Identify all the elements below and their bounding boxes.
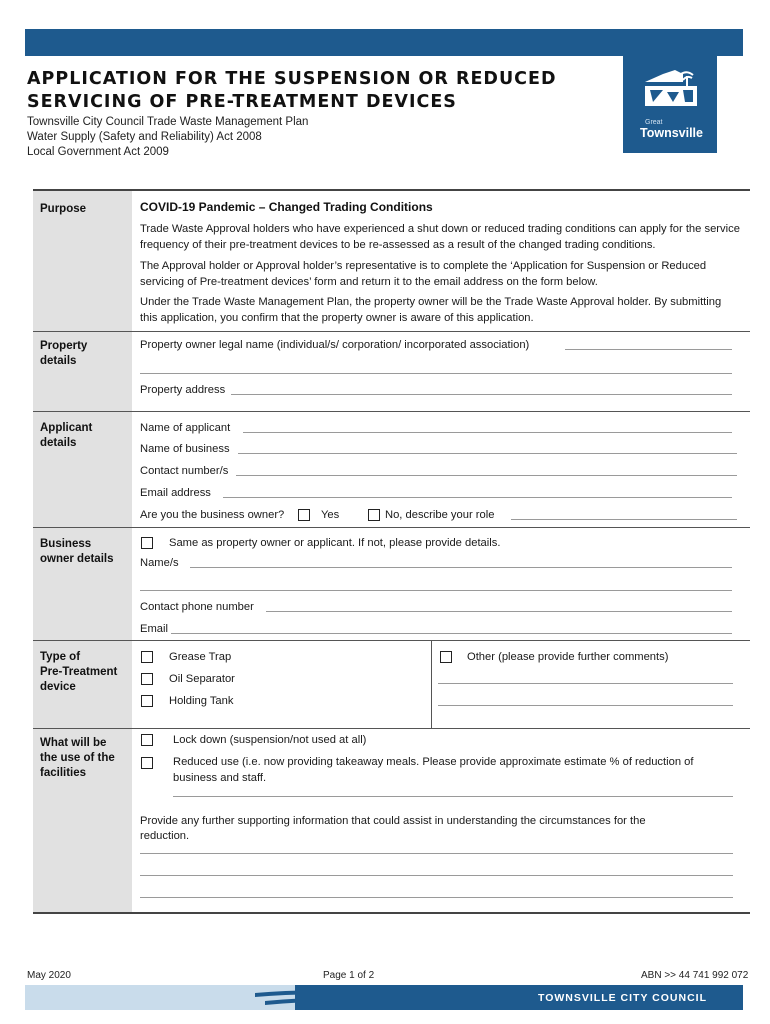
other-device-field-2[interactable] — [438, 705, 733, 706]
footer-page: Page 1 of 2 — [323, 970, 375, 981]
business-name-label: Name of business — [140, 443, 230, 455]
legislation-2: Water Supply (Safety and Reliability) Act 2008 — [27, 131, 262, 143]
lockdown-label: Lock down (suspension/not used at all) — [173, 734, 367, 746]
oil-separator-checkbox[interactable] — [141, 673, 153, 685]
device-type-label: Type of Pre-Treatment device — [40, 651, 118, 693]
title-line-1: APPLICATION FOR THE SUSPENSION OR REDUCED — [27, 69, 557, 89]
header-band — [25, 29, 743, 56]
role-field[interactable] — [511, 519, 737, 520]
owner-name-label: Property owner legal name (individual/s/ corporation/ incorporated association) — [140, 339, 530, 351]
contact-number-label: Contact number/s — [140, 465, 229, 477]
contact-number-field[interactable] — [236, 475, 737, 476]
holding-tank-label: Holding Tank — [169, 695, 234, 707]
device-column-divider — [431, 640, 432, 728]
other-device-checkbox[interactable] — [440, 651, 452, 663]
grease-trap-checkbox[interactable] — [141, 651, 153, 663]
reduced-use-checkbox[interactable] — [141, 757, 153, 769]
divider — [33, 411, 750, 412]
email-address-field[interactable] — [223, 497, 732, 498]
business-owner-label: Business owner details — [40, 538, 114, 565]
owner-names-label: Name/s — [140, 557, 179, 569]
other-device-label: Other (please provide further comments) — [467, 651, 669, 663]
purpose-paragraph-3: Under the Trade Waste Management Plan, the property owner will be the Trade Waste Approval holder. By submitting this application, you confirm that the property owner is aware of this application. — [140, 296, 722, 324]
footer-band — [25, 985, 743, 1010]
yes-label: Yes — [321, 509, 340, 521]
purpose-heading: COVID-19 Pandemic – Changed Trading Conditions — [140, 200, 433, 214]
yes-checkbox[interactable] — [298, 509, 310, 521]
lockdown-checkbox[interactable] — [141, 734, 153, 746]
reduction-field[interactable] — [173, 796, 733, 797]
holding-tank-checkbox[interactable] — [141, 695, 153, 707]
application-form — [33, 189, 750, 914]
purpose-paragraph-2: The Approval holder or Approval holder’s representative is to complete the ‘Application for Suspension or Reduced servicing of Pre-treatment devices’ form and return it to the email address on the form below. — [140, 260, 707, 288]
title-line-2: SERVICING OF PRE-TREATMENT DEVICES — [27, 92, 457, 112]
form-title — [27, 68, 587, 114]
divider — [33, 331, 750, 332]
applicant-name-label: Name of applicant — [140, 422, 231, 434]
applicant-label: Applicant details — [40, 422, 93, 449]
purpose-paragraph-1: Trade Waste Approval holders who have experienced a shut down or reduced trading conditions can apply for the service frequency of their pre-treatment devices to be re-assessed as a result of the changed trading conditions. — [140, 223, 740, 251]
grease-trap-label: Grease Trap — [169, 651, 232, 663]
skyline-icon — [623, 56, 717, 118]
footer-date: May 2020 — [27, 970, 71, 981]
further-info-line-1: Provide any further supporting information that could assist in understanding the circumstances for the — [140, 815, 646, 827]
legislation-3: Local Government Act 2009 — [27, 146, 169, 158]
footer-council-name: TOWNSVILLE CITY COUNCIL — [537, 992, 707, 1004]
divider — [33, 640, 750, 641]
owner-email-label: Email — [140, 623, 168, 635]
reduced-use-line-2: business and staff. — [173, 772, 267, 784]
further-info-line-2: reduction. — [140, 830, 190, 842]
further-info-field-1[interactable] — [140, 853, 733, 854]
footer-abn: ABN >> 44 741 992 072 — [641, 970, 749, 981]
no-label: No, describe your role — [385, 509, 495, 521]
property-address-field[interactable] — [231, 394, 732, 395]
divider — [33, 527, 750, 528]
email-address-label: Email address — [140, 487, 211, 499]
owner-email-field[interactable] — [171, 633, 732, 634]
oil-separator-label: Oil Separator — [169, 673, 235, 685]
reduced-use-line-1: Reduced use (i.e. now providing takeaway meals. Please provide approximate estimate % of reduction of — [173, 756, 694, 768]
same-as-label: Same as property owner or applicant. If not, please provide details. — [169, 537, 501, 549]
logo-townsville: Townsville — [640, 126, 703, 140]
no-checkbox[interactable] — [368, 509, 380, 521]
purpose-label: Purpose — [40, 203, 87, 215]
divider — [33, 728, 750, 729]
owner-names-field-2[interactable] — [140, 590, 732, 591]
property-address-label: Property address — [140, 384, 226, 396]
other-device-field-1[interactable] — [438, 683, 733, 684]
further-info-field-2[interactable] — [140, 875, 733, 876]
owner-name-field[interactable] — [565, 349, 732, 350]
business-name-field[interactable] — [238, 453, 737, 454]
owner-phone-field[interactable] — [266, 611, 732, 612]
owner-question: Are you the business owner? — [140, 509, 285, 521]
owner-name-field-2[interactable] — [140, 373, 732, 374]
property-label: Property details — [40, 340, 88, 367]
logo-great: Great — [645, 119, 663, 126]
further-info-field-3[interactable] — [140, 897, 733, 898]
applicant-name-field[interactable] — [243, 432, 732, 433]
legislation-1: Townsville City Council Trade Waste Management Plan — [27, 116, 309, 128]
council-logo — [623, 56, 717, 153]
same-as-checkbox[interactable] — [141, 537, 153, 549]
facility-use-label: What will be the use of the facilities — [40, 737, 115, 779]
owner-names-field[interactable] — [190, 567, 732, 568]
owner-phone-label: Contact phone number — [140, 601, 254, 613]
